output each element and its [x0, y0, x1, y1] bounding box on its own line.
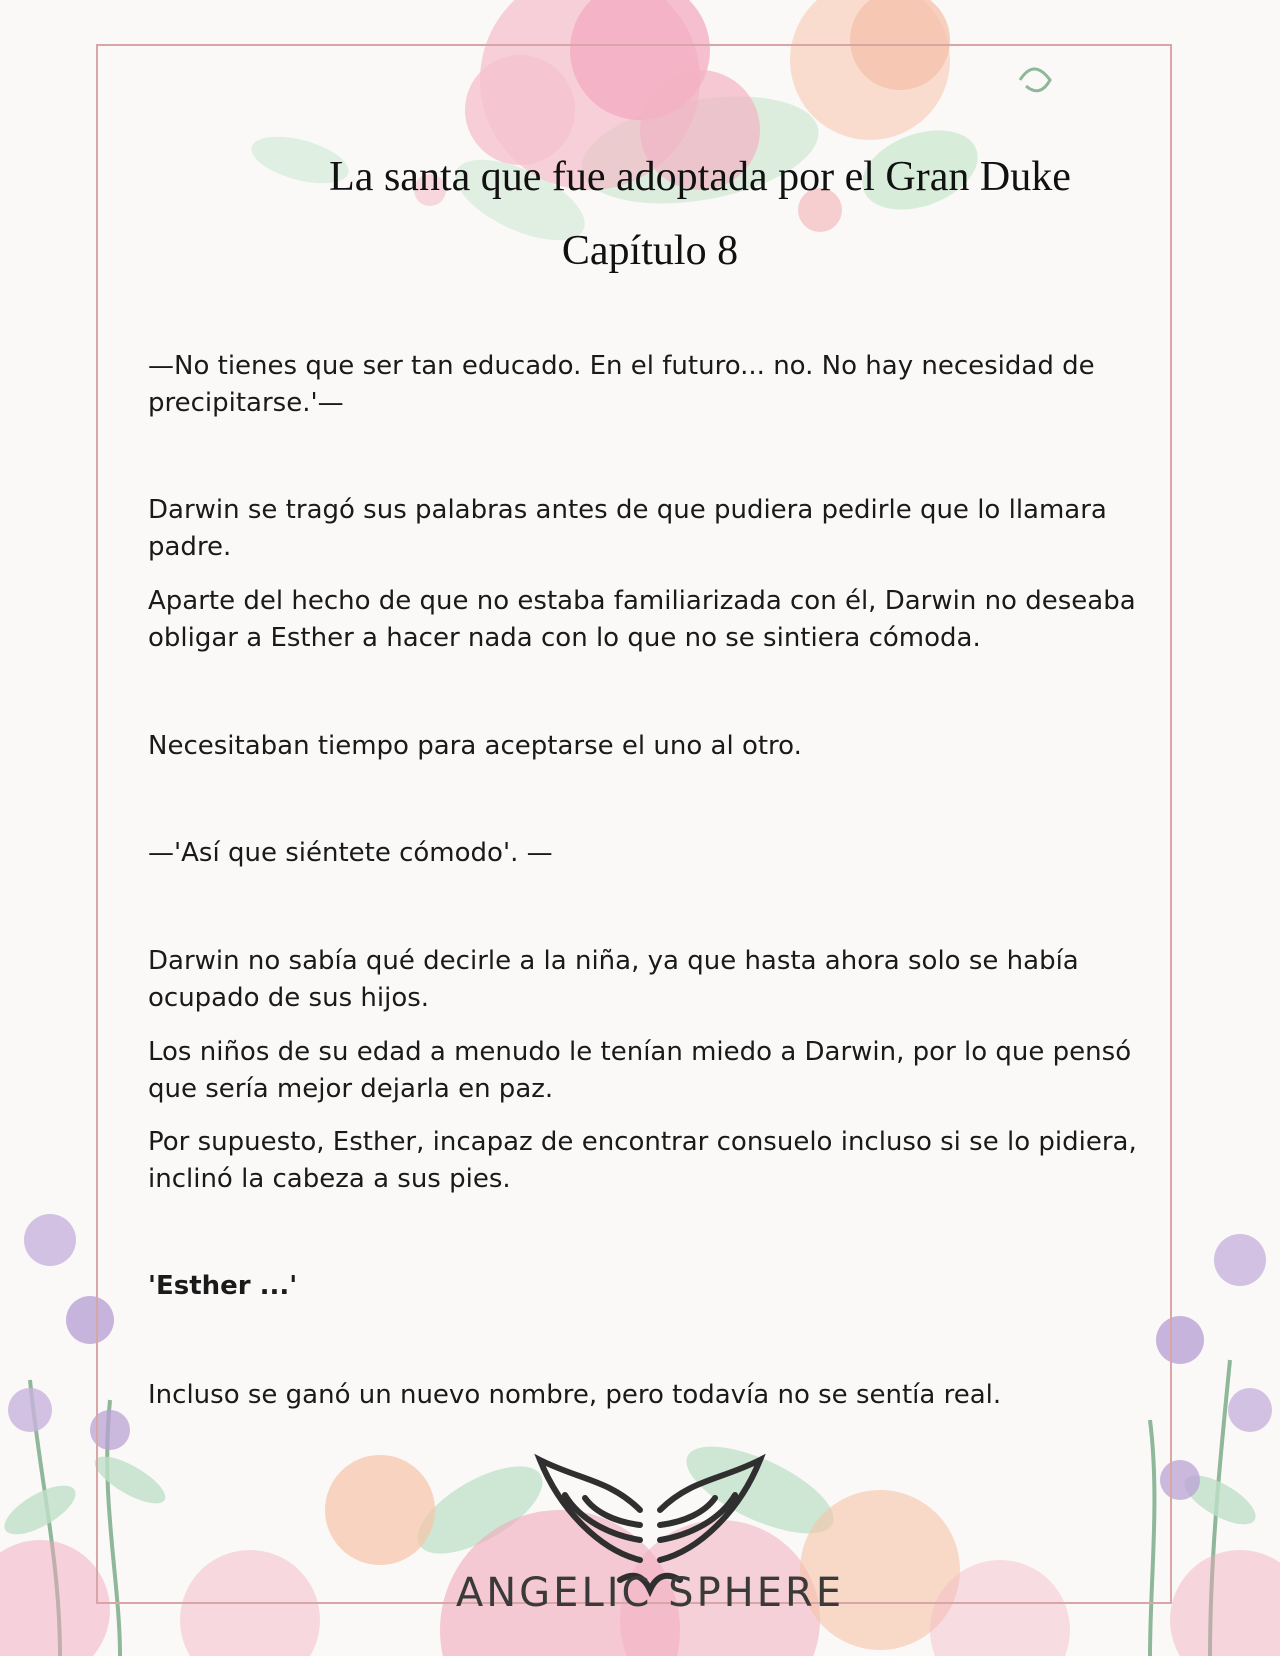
paragraph: Incluso se ganó un nuevo nombre, pero todavía no se sentía real.: [148, 1380, 1002, 1410]
paragraph: Darwin no sabía qué decirle a la niña, ya que hasta ahora solo se había ocupado de sus hijos.: [148, 946, 1079, 1013]
chapter-title: Capítulo 8: [561, 228, 739, 274]
paragraph: Aparte del hecho de que no estaba familiarizada con él, Darwin no deseaba obligar a Esther a hacer nada con lo que no se sintiera cómoda.: [148, 586, 1136, 653]
paragraph: —'Así que siéntete cómodo'. —: [148, 838, 553, 868]
page-border: [96, 44, 1172, 1604]
paragraph-emphasis: 'Esther ...': [148, 1271, 298, 1301]
brand-logo-text: ANGELIC SPHERE: [455, 1570, 845, 1616]
paragraph: Los niños de su edad a menudo le tenían miedo a Darwin, por lo que pensó que sería mejor dejarla en paz.: [148, 1037, 1132, 1104]
paragraph: —No tienes que ser tan educado. En el futuro... no. No hay necesidad de precipitarse.'—: [148, 351, 1095, 418]
paragraph: Necesitaban tiempo para aceptarse el uno al otro.: [148, 731, 802, 761]
story-title: La santa que fue adoptada por el Gran Duke: [329, 154, 1071, 200]
paragraph: Darwin se tragó sus palabras antes de que pudiera pedirle que lo llamara padre.: [148, 495, 1107, 562]
paragraph: Por supuesto, Esther, incapaz de encontrar consuelo incluso si se lo pidiera, inclinó la cabeza a sus pies.: [148, 1127, 1137, 1194]
